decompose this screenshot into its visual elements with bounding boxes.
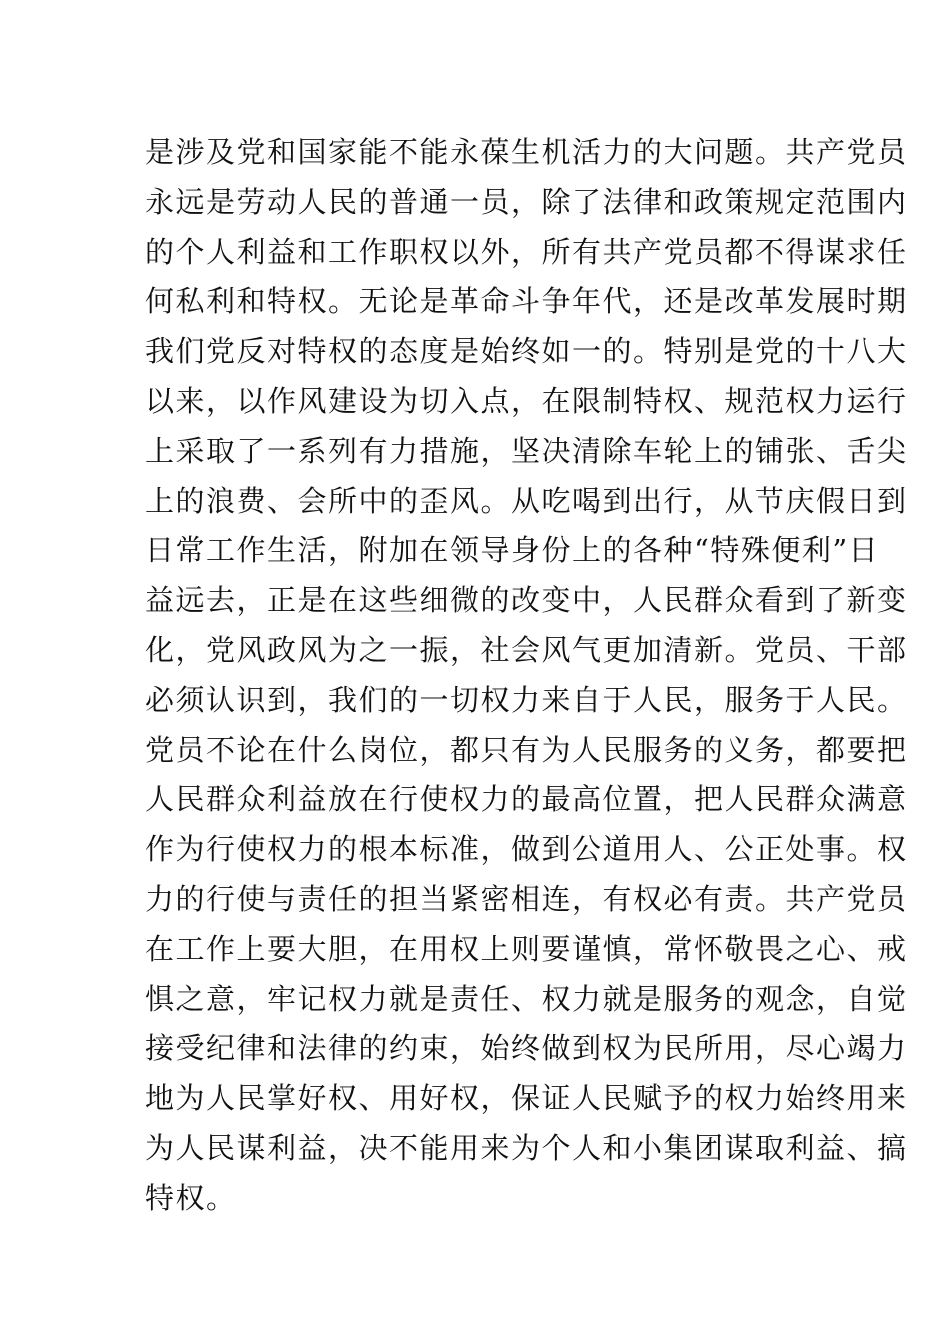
text-line: 的个人利益和工作职权以外，所有共产党员都不得谋求任 <box>145 234 908 269</box>
text-line: 特权。 <box>145 1180 237 1215</box>
text-line: 是涉及党和国家能不能永葆生机活力的大问题。共产党员 <box>145 135 908 169</box>
text-line: 为人民谋利益，决不能用来为个人和小集团谋取利益、搞 <box>145 1130 908 1165</box>
text-line: 何私利和特权。无论是革命斗争年代，还是改革发展时期 <box>145 284 908 319</box>
text-line: 在工作上要大胆，在用权上则要谨慎，常怀敬畏之心、戒 <box>145 931 908 966</box>
text-line: 日常工作生活，附加在领导身份上的各种“特殊便利”日 <box>145 533 880 568</box>
text-line: 益远去，正是在这些细微的改变中，人民群众看到了新变 <box>145 583 908 618</box>
body-paragraph <box>145 128 908 1224</box>
text-line: 必须认识到，我们的一切权力来自于人民，服务于人民。 <box>145 682 908 717</box>
text-line: 接受纪律和法律的约束，始终做到权为民所用，尽心竭力 <box>145 1031 908 1066</box>
text-line: 上采取了一系列有力措施，坚决清除车轮上的铺张、舌尖 <box>145 433 908 468</box>
text-line: 党员不论在什么岗位，都只有为人民服务的义务，都要把 <box>145 732 908 767</box>
text-line: 人民群众利益放在行使权力的最高位置，把人民群众满意 <box>145 782 908 817</box>
text-line: 以来，以作风建设为切入点，在限制特权、规范权力运行 <box>145 383 908 418</box>
text-line: 地为人民掌好权、用好权，保证人民赋予的权力始终用来 <box>145 1081 908 1116</box>
text-line: 永远是劳动人民的普通一员，除了法律和政策规定范围内 <box>145 184 908 219</box>
text-line: 力的行使与责任的担当紧密相连，有权必有责。共产党员 <box>145 881 908 916</box>
text-line: 我们党反对特权的态度是始终如一的。特别是党的十八大 <box>145 334 908 369</box>
text-line: 惧之意，牢记权力就是责任、权力就是服务的观念，自觉 <box>145 981 908 1016</box>
text-line: 化，党风政风为之一振，社会风气更加清新。党员、干部 <box>145 632 908 667</box>
text-line: 上的浪费、会所中的歪风。从吃喝到出行，从节庆假日到 <box>145 483 908 518</box>
text-line: 作为行使权力的根本标准，做到公道用人、公正处事。权 <box>145 832 908 867</box>
